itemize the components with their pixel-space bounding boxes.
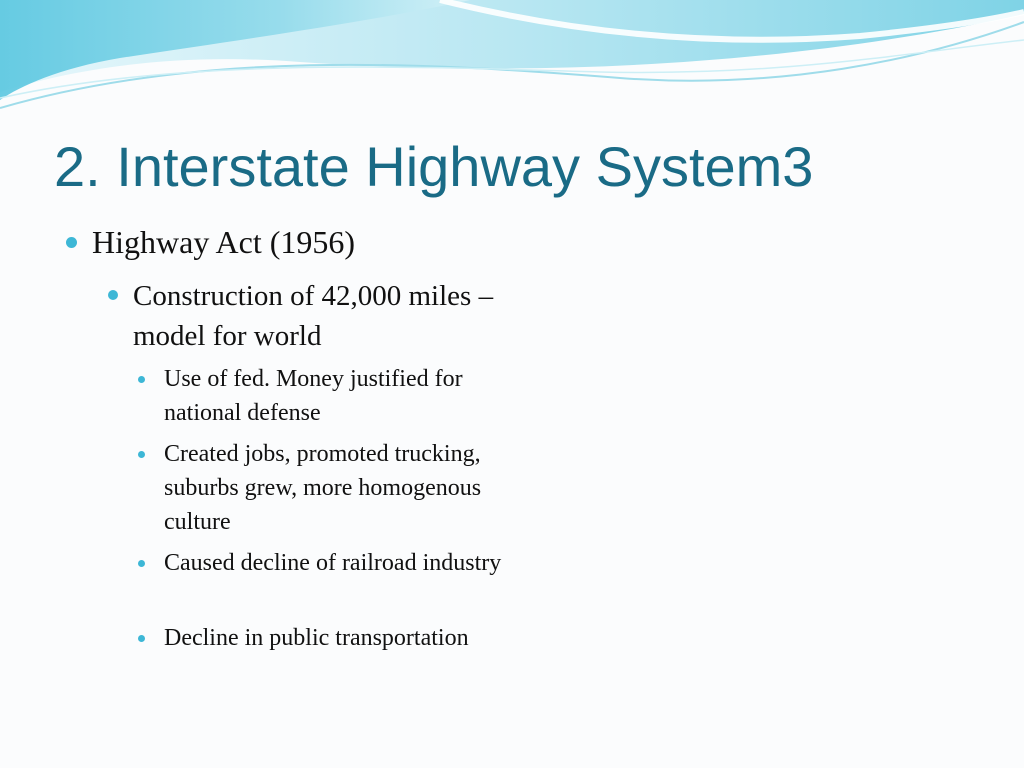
- bullet-railroad-decline: [164, 546, 514, 580]
- bullet-text: Caused decline of railroad industry: [164, 550, 502, 576]
- bullet-highway-act: [92, 222, 355, 262]
- header-wave-decoration: [0, 0, 1024, 120]
- bullet-dot-icon: [138, 635, 145, 642]
- bullet-text: Highway Act (1956): [92, 224, 356, 260]
- bullet-construction: [133, 276, 513, 356]
- bullet-dot-icon: [138, 376, 145, 383]
- bullet-text: Use of fed. Money justified for national defense: [164, 366, 463, 426]
- bullet-created-jobs: [164, 437, 514, 539]
- bullet-dot-icon: [138, 560, 145, 567]
- bullet-dot-icon: [66, 237, 77, 248]
- slide-title: 2. Interstate Highway System3: [54, 135, 814, 198]
- bullet-text: Construction of 42,000 miles – model for world: [133, 280, 494, 352]
- bullet-fed-money: [164, 362, 514, 430]
- bullet-text: Decline in public transportation: [164, 625, 469, 651]
- bullet-dot-icon: [138, 451, 145, 458]
- bullet-text: Created jobs, promoted trucking, suburbs grew, more homogenous culture: [164, 441, 482, 535]
- bullet-public-transport: [164, 621, 514, 655]
- bullet-dot-icon: [108, 290, 118, 300]
